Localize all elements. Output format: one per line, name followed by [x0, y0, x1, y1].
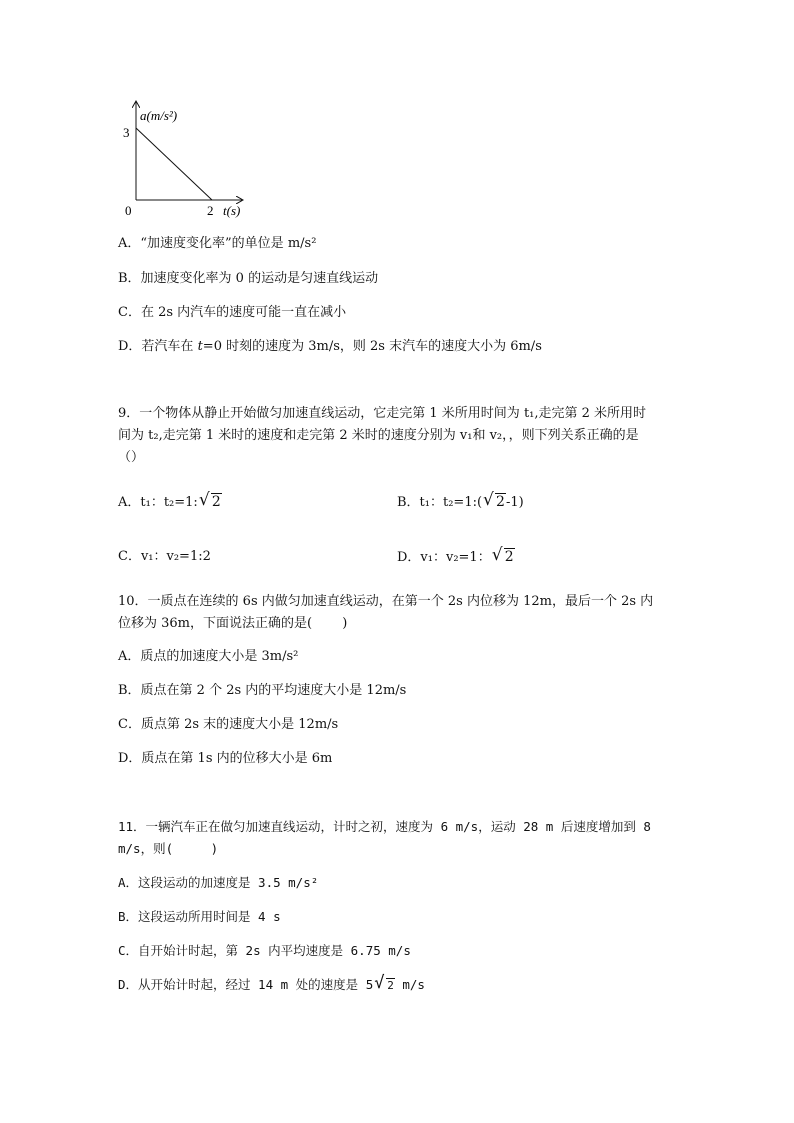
q11-stem-line1: 11．一辆汽车正在做匀加速直线运动，计时之初，速度为 6 m/s，运动 28 m 后速度增加到 8 — [118, 819, 651, 834]
q11-option-b: B．这段运动所用时间是 4 s — [118, 909, 281, 924]
sqrt-symbol — [375, 976, 395, 995]
acceleration-line — [136, 128, 212, 200]
q9-option-d — [397, 548, 515, 567]
q8-option-d-prefix: D．若汽车在 — [118, 339, 198, 354]
q11-option-d — [118, 976, 425, 995]
q8-option-d-t: t — [197, 339, 203, 354]
q8-option-d-suffix: =0 时刻的速度为 3m/s，则 2s 末汽车的速度大小为 6m/s — [202, 339, 542, 354]
sqrt-symbol — [484, 493, 506, 512]
x-axis-label: t(s) — [223, 203, 241, 218]
q8-option-a: A．“加速度变化率”的单位是 m/s² — [118, 236, 317, 251]
q11-option-d-suffix: m/s — [394, 977, 425, 992]
q9-option-c: C．v₁：v₂=1:2 — [118, 549, 211, 564]
q9-option-b — [397, 493, 524, 512]
radicand: 2 — [211, 494, 221, 510]
sqrt-symbol — [493, 548, 515, 567]
q9-stem-line1: 9．一个物体从静止开始做匀加速直线运动，它走完第 1 米所用时间为 t₁,走完第 2 米所用时 — [118, 406, 647, 421]
q10-stem-line2: 位移为 36m，下面说法正确的是( ) — [118, 616, 348, 631]
q10-option-c: C．质点第 2s 末的速度大小是 12m/s — [118, 717, 339, 732]
q10-option-a: A．质点的加速度大小是 3m/s² — [118, 649, 299, 664]
q11-option-c: C．自开始计时起，第 2s 内平均速度是 6.75 m/s — [118, 943, 411, 958]
q9-option-b-suffix: -1) — [505, 495, 524, 510]
acceleration-time-graph — [110, 98, 250, 223]
q11-stem-line2: m/s，则( ) — [118, 841, 219, 856]
radicand: 2 — [496, 494, 505, 510]
q10-option-d: D．质点在第 1s 内的位移大小是 6m — [118, 751, 333, 766]
y-tick-label: 3 — [123, 125, 130, 140]
q9-option-b-prefix: B．t₁：t₂=1:( — [397, 495, 483, 510]
q10-stem-line1: 10．一质点在连续的 6s 内做匀加速直线运动，在第一个 2s 内位移为 12m，最后一个 2s 内 — [118, 594, 654, 609]
q9-option-a-text: A．t₁：t₂=1: — [118, 495, 198, 510]
q11-option-a: A．这段运动的加速度是 3.5 m/s² — [118, 875, 319, 890]
q9-option-d-text: D．v₁：v₂=1： — [397, 550, 491, 565]
y-axis-label: a(m/s²) — [140, 108, 178, 123]
radicand: 2 — [387, 979, 394, 992]
radicand: 2 — [504, 549, 514, 565]
q11-option-d-prefix: D．从开始计时起，经过 14 m 处的速度是 5 — [118, 977, 374, 992]
x-tick-label: 2 — [207, 203, 214, 218]
q8-option-b: B．加速度变化率为 0 的运动是匀速直线运动 — [118, 271, 379, 286]
q9-option-a — [118, 493, 222, 512]
q9-stem-line2: 间为 t₂,走完第 1 米时的速度和走完第 2 米时的速度分别为 v₁和 v₂，，则下列关系正确的是 — [118, 428, 639, 443]
sqrt-symbol — [200, 493, 222, 512]
q8-option-d — [118, 338, 542, 356]
q9-stem-line3: （） — [118, 450, 145, 465]
q10-option-b: B．质点在第 2 个 2s 内的平均速度大小是 12m/s — [118, 683, 407, 698]
origin-label: 0 — [125, 203, 132, 218]
q8-option-c: C．在 2s 内汽车的速度可能一直在减小 — [118, 305, 347, 320]
